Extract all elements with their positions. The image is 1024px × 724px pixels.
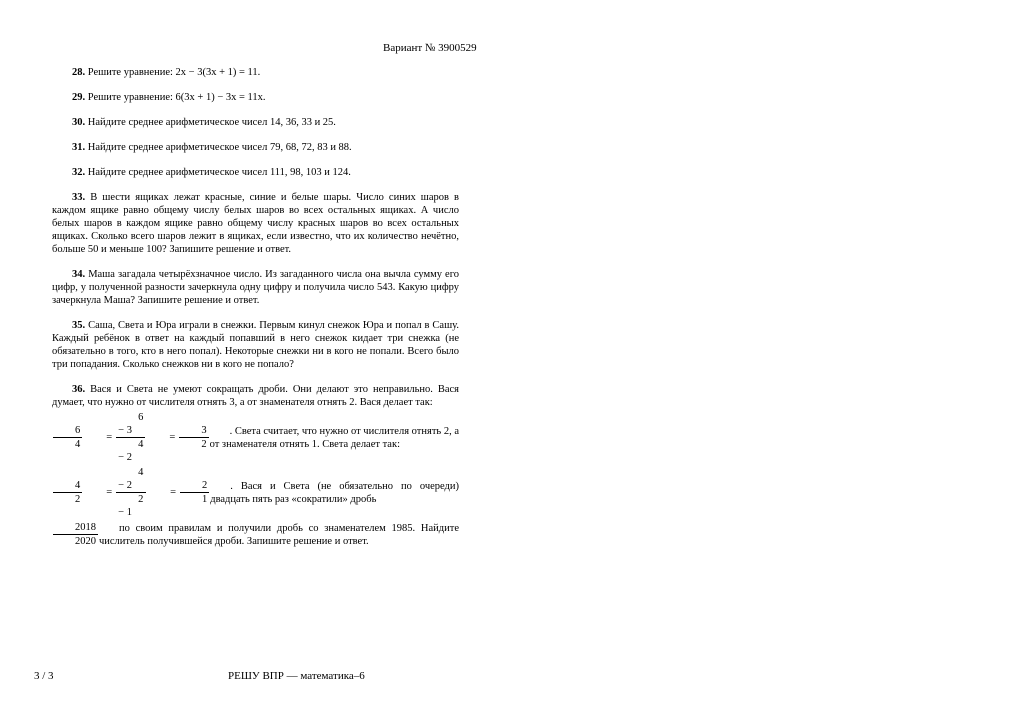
- task-29: [52, 91, 459, 104]
- task-32: [52, 166, 459, 179]
- fraction-2018-2020: [52, 521, 459, 548]
- fraction: $\frac{2}{1}$: [180, 479, 209, 506]
- task-intro: Вася и Света не умеют сокращать дроби. Они делают это неправильно. Вася думает, что нужно от числителя отнять 3, а от знаменателя отнять 2. Вася делает так:: [52, 384, 459, 408]
- task-text: В шести ящиках лежат красные, синие и белые шары. Число синих шаров в каждом ящике равно общему числу белых шаров во всех остальных ящиках. А число белых шаров в каждом ящике равно общему числу красных шаров во всех остальных ящиках. Сколько всего шаров лежит в ящиках, если известно, что их количество нечётно, больше 50 и меньше 100? Запишите решение и ответ.: [52, 192, 460, 255]
- task-33: [52, 191, 459, 256]
- fraction: $\frac{3}{2}$: [179, 424, 208, 451]
- fraction: $\frac{4 - 2}{2 - 1}$: [116, 466, 146, 519]
- task-text: Найдите среднее арифметическое чисел 111, 98, 103 и 124.: [87, 167, 351, 178]
- footer-title: РЕШУ ВПР — математика–6: [228, 670, 365, 682]
- task-35: [52, 319, 459, 371]
- task-number: 32.: [72, 167, 86, 178]
- task-28: [52, 66, 459, 79]
- task-34: [52, 268, 459, 307]
- sveta-example: $\frac{4}{2}$ = $\frac{4 - 2}{2 - 1}$ = $\frac{2}{1}$ . Вася и Света (не обязательно по очереди) двадцать пять раз «сократили» дробь: [52, 466, 459, 519]
- fraction: $\frac{4}{2}$: [53, 479, 82, 506]
- fraction: $\frac{6}{4}$: [53, 424, 82, 451]
- task-number: 34.: [72, 269, 86, 280]
- task-number: 28.: [72, 67, 86, 78]
- task-number: 29.: [72, 92, 86, 103]
- task-text: Найдите среднее арифметическое чисел 79, 68, 72, 83 и 88.: [87, 142, 352, 153]
- task-30: [52, 116, 459, 129]
- task-36: [52, 383, 459, 548]
- vasya-example: $\frac{6}{4}$ = $\frac{6 - 3}{4 - 2}$ = $\frac{3}{2}$ . Света считает, что нужно от числителя отнять 2, а от знаменателя отнять 1. Света делает так:: [52, 411, 459, 464]
- task-text: Решите уравнение: 6(3x + 1) − 3x = 11x.: [87, 92, 266, 103]
- task-number: 33.: [72, 192, 86, 203]
- task-text: по своим правилам и получили дробь со знаменателем 1985. Найдите числитель получившейся дроби. Запишите решение и ответ.: [99, 522, 459, 547]
- fraction: $\frac{6 - 3}{4 - 2}$: [118, 412, 144, 463]
- task-number: 31.: [72, 142, 86, 153]
- task-text: Саша, Света и Юра играли в снежки. Первым кинул снежок Юра и попал в Сашу. Каждый ребёнок в ответ на каждый попавший в него снежок кидает три снежка (не обязательно в того, кто в него попал). Некоторые снежки ни в кого не попали. Всего было три попадания. Сколько снежков ни в кого не попало?: [52, 320, 460, 370]
- task-number: 35.: [72, 320, 86, 331]
- task-number: 30.: [72, 117, 86, 128]
- fraction: $\frac{2018}{2020}$: [53, 521, 98, 548]
- task-31: [52, 141, 459, 154]
- variant-header: Вариант № 3900529: [383, 42, 477, 54]
- task-text: Найдите среднее арифметическое чисел 14, 36, 33 и 25.: [87, 117, 336, 128]
- task-text: . Вася и Света (не обязательно по очереди) двадцать пять раз «сократили» дробь: [210, 480, 459, 505]
- task-list: [52, 66, 459, 560]
- task-number: 36.: [72, 384, 86, 395]
- task-text: . Света считает, что нужно от числителя отнять 2, а от знаменателя отнять 1. Света делает так:: [209, 425, 459, 450]
- task-text: Маша загадала четырёхзначное число. Из загаданного числа она вычла сумму его цифр, у полученной разности зачеркнула одну цифру и получила число 543. Какую цифру зачеркнула Маша? Запишите решение и ответ.: [52, 269, 460, 306]
- page-number: 3 / 3: [34, 670, 54, 682]
- task-text: Решите уравнение: 2x − 3(3x + 1) = 11.: [87, 67, 261, 78]
